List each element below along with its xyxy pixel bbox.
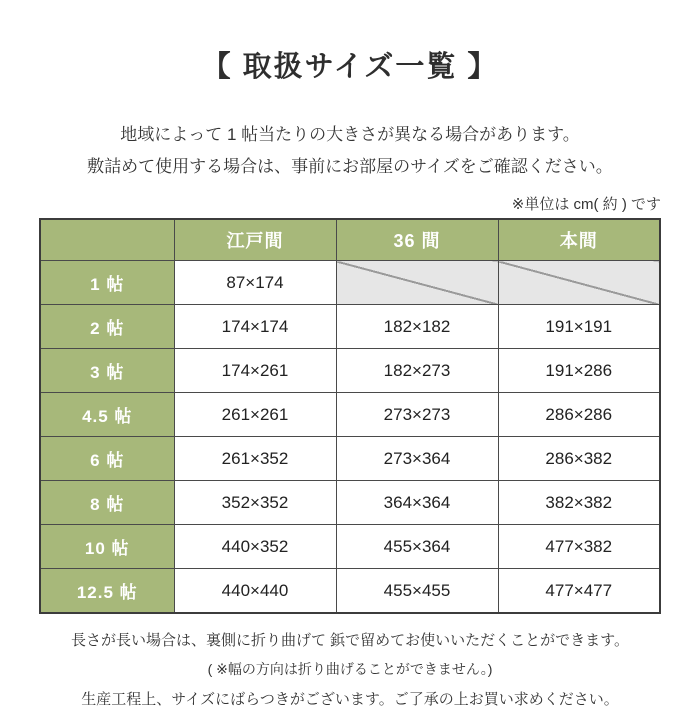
table-row [40, 525, 660, 569]
footer-notes [0, 629, 700, 709]
size-cell: 273×273 [336, 393, 498, 437]
table-row [40, 261, 660, 305]
table-row [40, 481, 660, 525]
intro-line-2: 敷詰めて使用する場合は、事前にお部屋のサイズをご確認ください。 [87, 157, 613, 176]
size-cell: 174×261 [174, 349, 336, 393]
footer-line-1: 長さが長い場合は、裏側に折り曲げて 鋲で留めてお使いいただくことができます。 [71, 632, 629, 649]
row-label: 3 帖 [40, 349, 174, 393]
row-label: 6 帖 [40, 437, 174, 481]
table-row [40, 305, 660, 349]
size-cell: 191×286 [498, 349, 660, 393]
no-size-cell [498, 261, 660, 305]
size-cell: 191×191 [498, 305, 660, 349]
intro-line-1: 地域によって 1 帖当たりの大きさが異なる場合があります。 [120, 125, 580, 144]
unit-note: ※単位は cm( 約 ) です [511, 196, 661, 213]
page-title: 【 取扱サイズ一覧 】 [201, 51, 499, 83]
size-cell: 286×286 [498, 393, 660, 437]
size-cell: 182×273 [336, 349, 498, 393]
size-cell: 352×352 [174, 481, 336, 525]
row-label: 10 帖 [40, 525, 174, 569]
size-cell: 261×352 [174, 437, 336, 481]
size-cell: 455×364 [336, 525, 498, 569]
footer-line-2: ( ※幅の方向は折り曲げることができません。) [207, 661, 493, 677]
column-header-blank [40, 219, 174, 261]
row-label: 4.5 帖 [40, 393, 174, 437]
size-cell: 261×261 [174, 393, 336, 437]
size-cell: 182×182 [336, 305, 498, 349]
size-cell: 440×440 [174, 569, 336, 614]
size-cell: 477×382 [498, 525, 660, 569]
size-cell: 440×352 [174, 525, 336, 569]
row-label: 1 帖 [40, 261, 174, 305]
table-row [40, 569, 660, 614]
size-cell: 286×382 [498, 437, 660, 481]
table-row [40, 437, 660, 481]
size-cell: 174×174 [174, 305, 336, 349]
footer-line-3: 生産工程上、サイズにばらつきがございます。ご了承の上お買い求めください。 [81, 691, 619, 708]
size-cell: 273×364 [336, 437, 498, 481]
column-header-honma: 本間 [498, 219, 660, 261]
row-label: 8 帖 [40, 481, 174, 525]
column-header-36ma: 36 間 [336, 219, 498, 261]
table-header-row [40, 219, 660, 261]
size-table [39, 218, 661, 614]
size-cell: 477×477 [498, 569, 660, 614]
size-cell: 382×382 [498, 481, 660, 525]
size-cell: 455×455 [336, 569, 498, 614]
row-label: 2 帖 [40, 305, 174, 349]
row-label: 12.5 帖 [40, 569, 174, 614]
column-header-edoma: 江戸間 [174, 219, 336, 261]
table-row [40, 349, 660, 393]
no-size-cell [336, 261, 498, 305]
size-cell: 87×174 [174, 261, 336, 305]
size-cell: 364×364 [336, 481, 498, 525]
table-row [40, 393, 660, 437]
intro-text [0, 119, 700, 183]
